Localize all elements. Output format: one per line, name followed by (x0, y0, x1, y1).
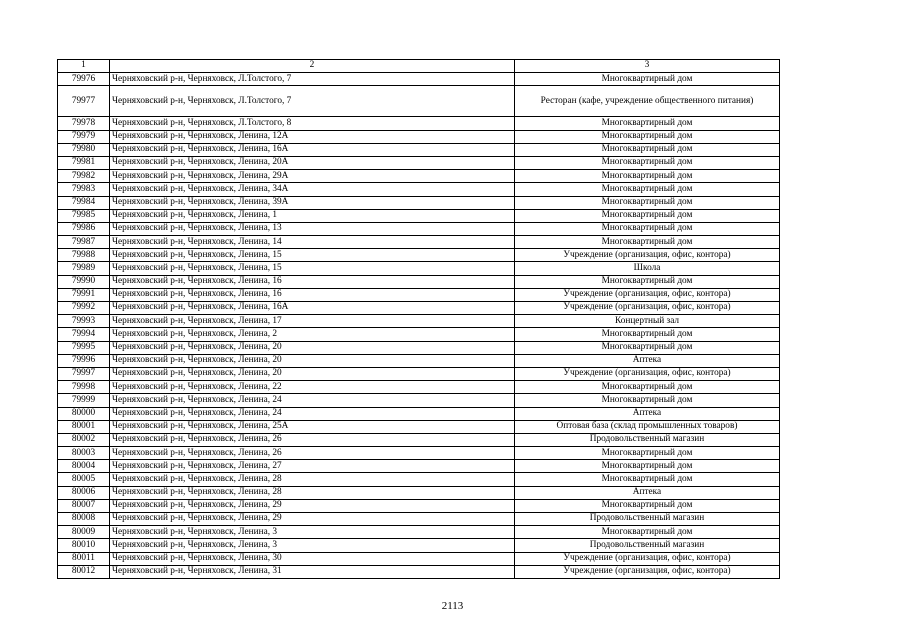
row-type-cell: Многоквартирный дом (515, 156, 780, 169)
row-address-cell: Черняховский р-н, Черняховск, Ленина, 24 (110, 394, 515, 407)
row-id-cell: 79985 (58, 209, 110, 222)
row-address-cell: Черняховский р-н, Черняховск, Ленина, 29 (110, 499, 515, 512)
row-type-cell: Многоквартирный дом (515, 394, 780, 407)
row-type-cell: Многоквартирный дом (515, 499, 780, 512)
row-type-cell: Учреждение (организация, офис, контора) (515, 288, 780, 301)
row-address-cell: Черняховский р-н, Черняховск, Ленина, 26 (110, 447, 515, 460)
row-id-cell: 80000 (58, 407, 110, 420)
table-row (58, 407, 780, 420)
row-address-cell: Черняховский р-н, Черняховск, Ленина, 29 (110, 513, 515, 526)
row-id-cell: 79999 (58, 394, 110, 407)
row-address-cell: Черняховский р-н, Черняховск, Ленина, 20 (110, 367, 515, 380)
row-address-cell: Черняховский р-н, Черняховск, Ленина, 39А (110, 196, 515, 209)
row-address-cell: Черняховский р-н, Черняховск, Ленина, 31 (110, 565, 515, 578)
row-type-cell: Многоквартирный дом (515, 117, 780, 130)
row-address-cell: Черняховский р-н, Черняховск, Ленина, 28 (110, 486, 515, 499)
table-row (58, 143, 780, 156)
row-address-cell: Черняховский р-н, Черняховск, Ленина, 15 (110, 249, 515, 262)
row-type-cell: Многоквартирный дом (515, 143, 780, 156)
row-id-cell: 80011 (58, 552, 110, 565)
row-address-cell: Черняховский р-н, Черняховск, Ленина, 15 (110, 262, 515, 275)
table-row (58, 117, 780, 130)
row-id-cell: 79977 (58, 86, 110, 117)
row-type-cell: Многоквартирный дом (515, 209, 780, 222)
row-id-cell: 79996 (58, 354, 110, 367)
row-address-cell: Черняховский р-н, Черняховск, Ленина, 3 (110, 539, 515, 552)
row-id-cell: 79988 (58, 249, 110, 262)
table-row (58, 183, 780, 196)
row-address-cell: Черняховский р-н, Черняховск, Ленина, 25А (110, 420, 515, 433)
row-address-cell: Черняховский р-н, Черняховск, Ленина, 17 (110, 315, 515, 328)
header-row (58, 60, 780, 73)
table-row (58, 222, 780, 235)
table-row (58, 315, 780, 328)
row-id-cell: 79983 (58, 183, 110, 196)
row-address-cell: Черняховский р-н, Черняховск, Ленина, 14 (110, 236, 515, 249)
table-row (58, 130, 780, 143)
row-id-cell: 80003 (58, 447, 110, 460)
table-row (58, 209, 780, 222)
row-address-cell: Черняховский р-н, Черняховск, Ленина, 2 (110, 328, 515, 341)
table-row (58, 486, 780, 499)
row-id-cell: 80008 (58, 513, 110, 526)
row-address-cell: Черняховский р-н, Черняховск, Ленина, 13 (110, 222, 515, 235)
row-id-cell: 79978 (58, 117, 110, 130)
row-id-cell: 79991 (58, 288, 110, 301)
page-number: 2113 (441, 600, 464, 612)
row-type-cell: Учреждение (организация, офис, контора) (515, 249, 780, 262)
row-address-cell: Черняховский р-н, Черняховск, Ленина, 1 (110, 209, 515, 222)
row-type-cell: Учреждение (организация, офис, контора) (515, 367, 780, 380)
row-address-cell: Черняховский р-н, Черняховск, Ленина, 20 (110, 341, 515, 354)
row-address-cell: Черняховский р-н, Черняховск, Ленина, 28 (110, 473, 515, 486)
table-row (58, 381, 780, 394)
table-row (58, 447, 780, 460)
row-id-cell: 79994 (58, 328, 110, 341)
row-type-cell: Многоквартирный дом (515, 381, 780, 394)
registry-table (57, 59, 780, 579)
row-address-cell: Черняховский р-н, Черняховск, Ленина, 16 (110, 288, 515, 301)
row-address-cell: Черняховский р-н, Черняховск, Л.Толстого, 8 (110, 117, 515, 130)
row-type-cell: Аптека (515, 486, 780, 499)
table-row (58, 275, 780, 288)
row-type-cell: Оптовая база (склад промышленных товаров) (515, 420, 780, 433)
table-row (58, 473, 780, 486)
row-id-cell: 79995 (58, 341, 110, 354)
table-row (58, 341, 780, 354)
row-type-cell: Многоквартирный дом (515, 222, 780, 235)
table-row (58, 433, 780, 446)
row-type-cell: Продовольственный магазин (515, 433, 780, 446)
row-address-cell: Черняховский р-н, Черняховск, Л.Толстого, 7 (110, 73, 515, 86)
row-id-cell: 79997 (58, 367, 110, 380)
row-type-cell: Многоквартирный дом (515, 275, 780, 288)
table-row (58, 249, 780, 262)
row-id-cell: 79989 (58, 262, 110, 275)
table-row (58, 262, 780, 275)
row-type-cell: Учреждение (организация, офис, контора) (515, 302, 780, 315)
row-id-cell: 80005 (58, 473, 110, 486)
row-id-cell: 79976 (58, 73, 110, 86)
row-type-cell: Аптека (515, 354, 780, 367)
row-id-cell: 80001 (58, 420, 110, 433)
table-row (58, 236, 780, 249)
row-type-cell: Аптека (515, 407, 780, 420)
row-type-cell: Учреждение (организация, офис, контора) (515, 552, 780, 565)
header-col-2: 2 (110, 60, 515, 73)
row-id-cell: 79992 (58, 302, 110, 315)
row-id-cell: 80004 (58, 460, 110, 473)
row-type-cell: Многоквартирный дом (515, 236, 780, 249)
row-id-cell: 79998 (58, 381, 110, 394)
row-type-cell: Ресторан (кафе, учреждение общественного питания) (515, 86, 780, 117)
row-type-cell: Многоквартирный дом (515, 473, 780, 486)
row-id-cell: 79986 (58, 222, 110, 235)
row-id-cell: 80009 (58, 526, 110, 539)
row-id-cell: 79981 (58, 156, 110, 169)
row-id-cell: 80010 (58, 539, 110, 552)
table-row (58, 552, 780, 565)
row-address-cell: Черняховский р-н, Черняховск, Ленина, 30 (110, 552, 515, 565)
row-address-cell: Черняховский р-н, Черняховск, Ленина, 29А (110, 170, 515, 183)
row-id-cell: 79993 (58, 315, 110, 328)
row-id-cell: 79979 (58, 130, 110, 143)
table-row (58, 328, 780, 341)
row-type-cell: Продовольственный магазин (515, 539, 780, 552)
row-address-cell: Черняховский р-н, Черняховск, Ленина, 16 (110, 275, 515, 288)
table-row (58, 513, 780, 526)
row-id-cell: 80002 (58, 433, 110, 446)
table-row (58, 156, 780, 169)
table-row (58, 394, 780, 407)
row-address-cell: Черняховский р-н, Черняховск, Ленина, 3 (110, 526, 515, 539)
table-row (58, 420, 780, 433)
row-address-cell: Черняховский р-н, Черняховск, Ленина, 12А (110, 130, 515, 143)
row-id-cell: 79980 (58, 143, 110, 156)
row-id-cell: 80006 (58, 486, 110, 499)
row-type-cell: Многоквартирный дом (515, 183, 780, 196)
row-address-cell: Черняховский р-н, Черняховск, Ленина, 20А (110, 156, 515, 169)
row-type-cell: Многоквартирный дом (515, 447, 780, 460)
row-id-cell: 79987 (58, 236, 110, 249)
table-row (58, 539, 780, 552)
row-id-cell: 79984 (58, 196, 110, 209)
table-body (58, 73, 780, 579)
row-type-cell: Концертный зал (515, 315, 780, 328)
row-type-cell: Многоквартирный дом (515, 460, 780, 473)
table-row (58, 526, 780, 539)
row-type-cell: Многоквартирный дом (515, 328, 780, 341)
row-id-cell: 79982 (58, 170, 110, 183)
header-col-3: 3 (515, 60, 780, 73)
row-type-cell: Многоквартирный дом (515, 170, 780, 183)
row-type-cell: Учреждение (организация, офис, контора) (515, 565, 780, 578)
row-type-cell: Многоквартирный дом (515, 341, 780, 354)
table-row (58, 499, 780, 512)
row-address-cell: Черняховский р-н, Черняховск, Ленина, 27 (110, 460, 515, 473)
row-address-cell: Черняховский р-н, Черняховск, Ленина, 20 (110, 354, 515, 367)
table-row (58, 354, 780, 367)
table-row (58, 170, 780, 183)
table-row (58, 367, 780, 380)
row-address-cell: Черняховский р-н, Черняховск, Ленина, 16А (110, 302, 515, 315)
table-row (58, 460, 780, 473)
table-header (58, 60, 780, 73)
row-address-cell: Черняховский р-н, Черняховск, Ленина, 22 (110, 381, 515, 394)
header-col-1: 1 (58, 60, 110, 73)
row-address-cell: Черняховский р-н, Черняховск, Ленина, 34А (110, 183, 515, 196)
table-row (58, 86, 780, 117)
row-id-cell: 80007 (58, 499, 110, 512)
row-type-cell: Многоквартирный дом (515, 196, 780, 209)
row-type-cell: Многоквартирный дом (515, 130, 780, 143)
table-row (58, 73, 780, 86)
row-id-cell: 80012 (58, 565, 110, 578)
row-id-cell: 79990 (58, 275, 110, 288)
table-row (58, 302, 780, 315)
row-type-cell: Продовольственный магазин (515, 513, 780, 526)
row-address-cell: Черняховский р-н, Черняховск, Ленина, 24 (110, 407, 515, 420)
row-type-cell: Школа (515, 262, 780, 275)
row-type-cell: Многоквартирный дом (515, 73, 780, 86)
row-address-cell: Черняховский р-н, Черняховск, Ленина, 16А (110, 143, 515, 156)
table-row (58, 196, 780, 209)
table-row (58, 288, 780, 301)
row-address-cell: Черняховский р-н, Черняховск, Л.Толстого, 7 (110, 86, 515, 117)
table-row (58, 565, 780, 578)
row-type-cell: Многоквартирный дом (515, 526, 780, 539)
row-address-cell: Черняховский р-н, Черняховск, Ленина, 26 (110, 433, 515, 446)
